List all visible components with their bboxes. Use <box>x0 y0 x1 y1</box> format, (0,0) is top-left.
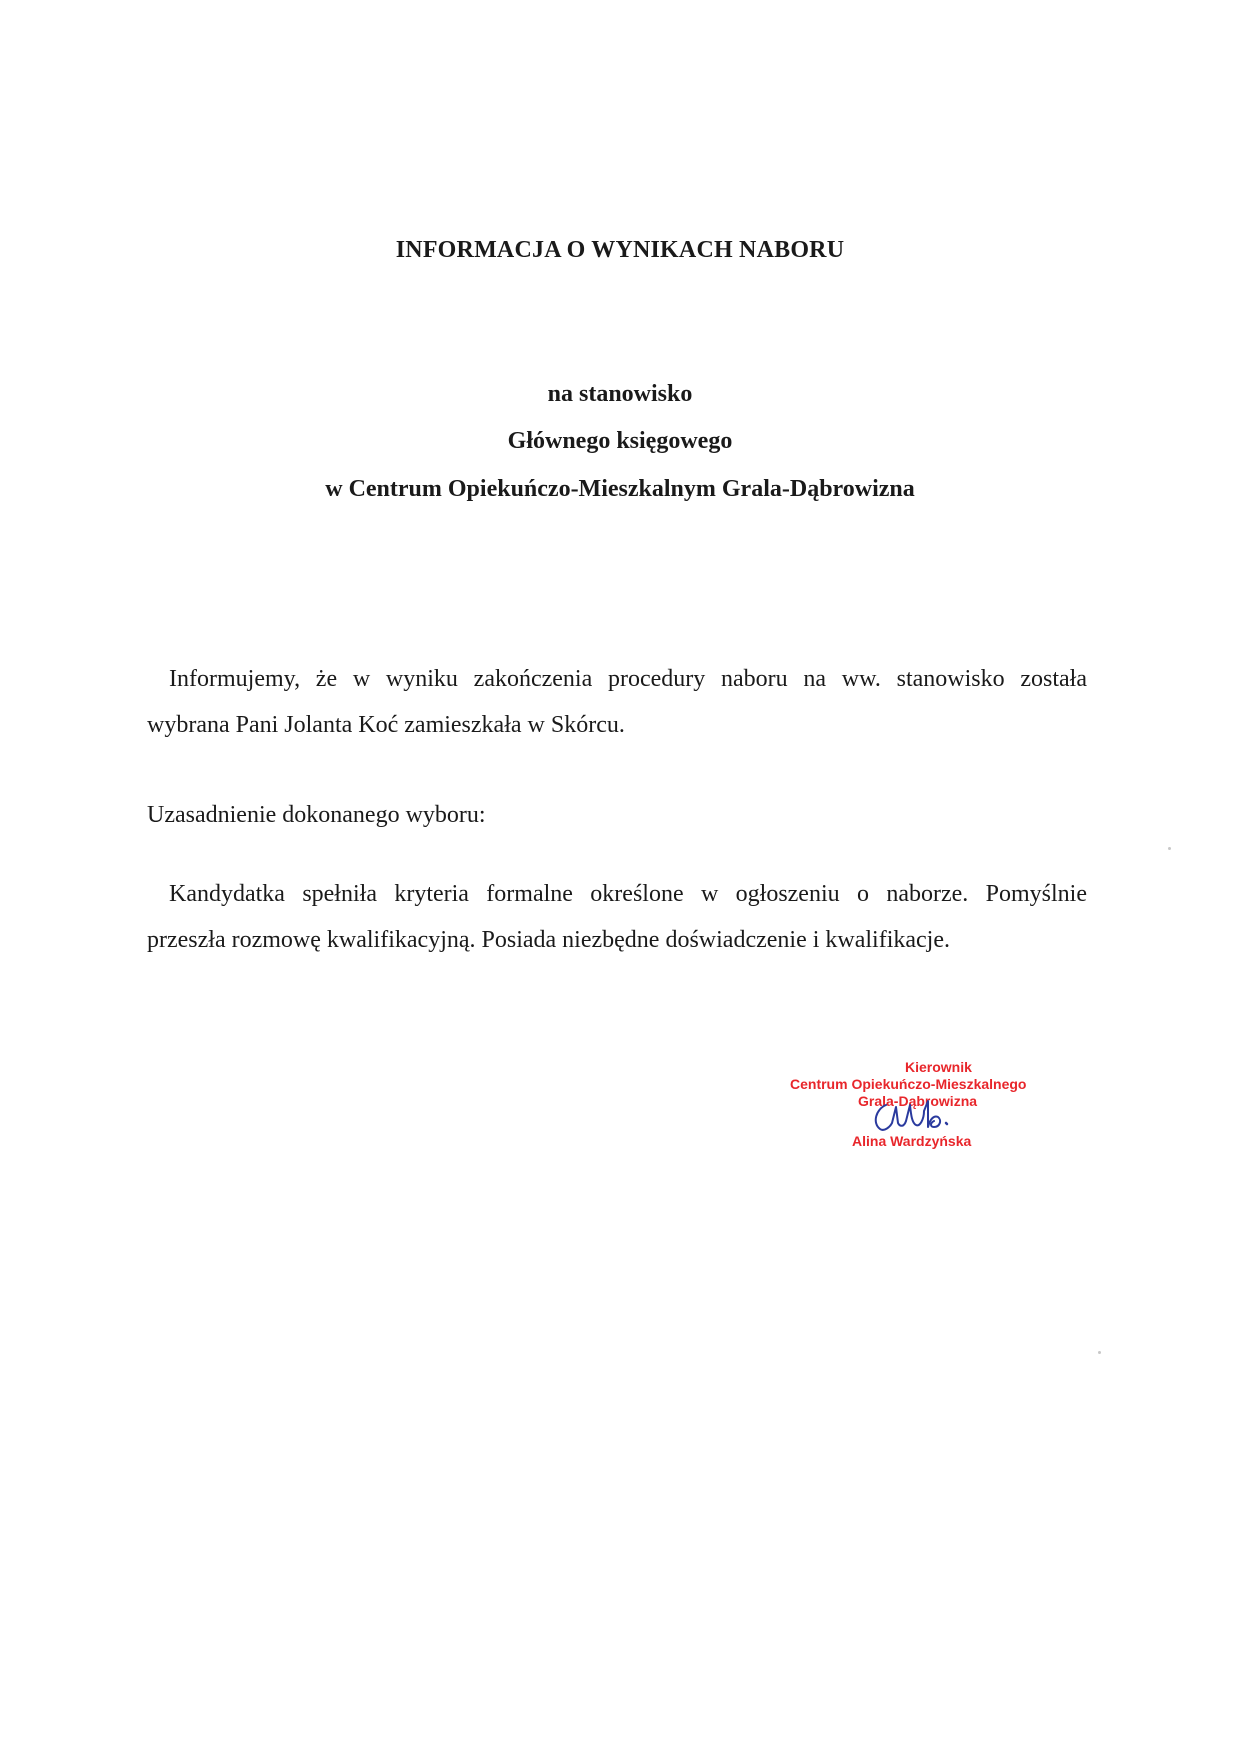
stamp-title: Kierownik <box>905 1059 972 1075</box>
paragraph-announcement <box>147 656 1087 748</box>
paragraph-justification <box>147 871 1087 963</box>
paragraph-justification-line1: Kandydatka spełniła kryteria formalne określone w ogłoszeniu o naborze. Pomyślnie <box>169 881 1087 907</box>
subtitle-institution: w Centrum Opiekuńczo-Mieszkalnym Grala-Dąbrowizna <box>325 476 915 502</box>
document-title: INFORMACJA O WYNIKACH NABORU <box>395 237 845 263</box>
stamp-location: Grala-Dąbrowizna <box>858 1093 978 1109</box>
stamp-person-name: Alina Wardzyńska <box>852 1133 972 1149</box>
stamp-institution: Centrum Opiekuńczo-Mieszkalnego <box>790 1076 1027 1092</box>
scan-artifact <box>1168 847 1171 850</box>
justification-heading: Uzasadnienie dokonanego wyboru: <box>147 802 486 828</box>
paragraph-announcement-line1: Informujemy, że w wyniku zakończenia procedury naboru na ww. stanowisko została <box>169 666 1087 692</box>
subtitle-position-intro: na stanowisko <box>547 381 693 407</box>
paragraph-justification-heading <box>147 792 1087 838</box>
handwritten-signature <box>858 1083 978 1143</box>
paragraph-announcement-line2: wybrana Pani Jolanta Koć zamieszkała w Skórcu. <box>147 712 625 738</box>
scan-artifact <box>1098 1351 1101 1354</box>
paragraph-justification-line2: przeszła rozmowę kwalifikacyjną. Posiada niezbędne doświadczenie i kwalifikacje. <box>147 927 950 953</box>
subtitle-position-name: Głównego księgowego <box>507 428 733 454</box>
